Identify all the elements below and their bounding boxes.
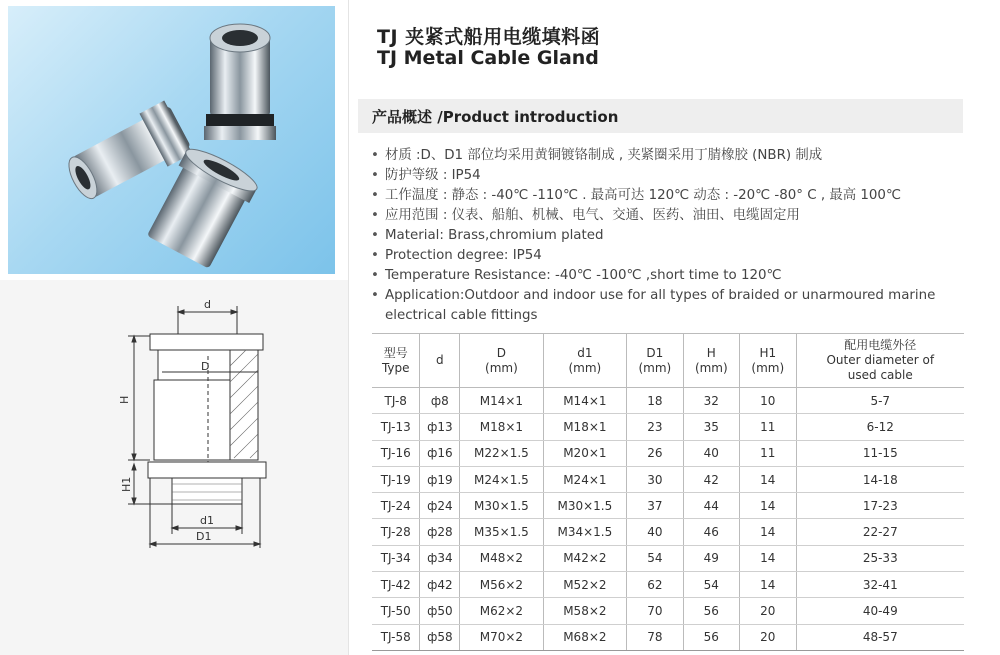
dim-label-D: D <box>201 360 210 373</box>
section-title: 产品概述 /Product introduction <box>372 108 619 126</box>
feature-item: • 工作温度 : 静态 : -40℃ -110℃ . 最高可达 120℃ 动态 : -20℃ -80° C , 最高 100℃ <box>371 186 966 206</box>
table-cell: 40 <box>683 440 739 466</box>
table-row <box>372 572 964 598</box>
header-d1: d1 (mm) <box>543 334 626 388</box>
dim-label-D1: D1 <box>196 530 212 543</box>
feature-item: • Application:Outdoor and indoor use for all types of braided or unarmoured marine electrical cable fittings <box>371 286 966 326</box>
page-title-cn: TJ 夹紧式船用电缆填料函 <box>377 26 601 48</box>
table-cell: TJ-28 <box>372 519 420 545</box>
table-cell: 62 <box>627 572 683 598</box>
dim-label-d: d <box>204 298 211 311</box>
table-row <box>372 466 964 492</box>
table-cell: M62×2 <box>460 598 543 624</box>
table-cell: ф42 <box>420 572 460 598</box>
table-cell: 23 <box>627 414 683 440</box>
header-cable-diameter: 配用电缆外径 Outer diameter of used cable <box>796 334 964 388</box>
table-cell: 14 <box>740 493 796 519</box>
table-cell: 40 <box>627 519 683 545</box>
table-cell: 32-41 <box>796 572 964 598</box>
table-row <box>372 598 964 624</box>
table-cell: 49 <box>683 545 739 571</box>
table-cell: 11 <box>740 414 796 440</box>
feature-list <box>371 146 966 326</box>
table-cell: ф58 <box>420 624 460 650</box>
table-cell: M52×2 <box>543 572 626 598</box>
header-D1: D1 (mm) <box>627 334 683 388</box>
table-cell: 22-27 <box>796 519 964 545</box>
table-cell: ф13 <box>420 414 460 440</box>
table-cell: 11 <box>740 440 796 466</box>
table-row <box>372 414 964 440</box>
table-cell: 5-7 <box>796 388 964 414</box>
table-cell: M24×1 <box>543 466 626 492</box>
table-cell: M18×1 <box>543 414 626 440</box>
table-cell: M22×1.5 <box>460 440 543 466</box>
header-H: H (mm) <box>683 334 739 388</box>
table-cell: M68×2 <box>543 624 626 650</box>
table-cell: 32 <box>683 388 739 414</box>
table-cell: 14 <box>740 572 796 598</box>
table-cell: M30×1.5 <box>543 493 626 519</box>
feature-item: • Temperature Resistance: -40℃ -100℃ ,short time to 120℃ <box>371 266 966 286</box>
table-cell: 54 <box>683 572 739 598</box>
table-cell: M34×1.5 <box>543 519 626 545</box>
table-cell: 10 <box>740 388 796 414</box>
table-cell: 26 <box>627 440 683 466</box>
table-cell: 48-57 <box>796 624 964 650</box>
table-cell: ф28 <box>420 519 460 545</box>
table-cell: TJ-24 <box>372 493 420 519</box>
table-cell: 44 <box>683 493 739 519</box>
table-cell: M42×2 <box>543 545 626 571</box>
table-cell: TJ-13 <box>372 414 420 440</box>
table-cell: 37 <box>627 493 683 519</box>
table-cell: 56 <box>683 598 739 624</box>
table-cell: 30 <box>627 466 683 492</box>
table-header-row <box>372 334 964 388</box>
header-H1: H1 (mm) <box>740 334 796 388</box>
technical-drawing <box>100 296 300 556</box>
table-cell: 54 <box>627 545 683 571</box>
table-cell: 11-15 <box>796 440 964 466</box>
table-cell: 17-23 <box>796 493 964 519</box>
table-cell: 14 <box>740 466 796 492</box>
column-divider <box>348 0 349 655</box>
table-cell: TJ-8 <box>372 388 420 414</box>
table-cell: TJ-16 <box>372 440 420 466</box>
table-cell: 14-18 <box>796 466 964 492</box>
table-cell: 20 <box>740 624 796 650</box>
table-cell: 78 <box>627 624 683 650</box>
table-cell: M70×2 <box>460 624 543 650</box>
header-d: d <box>420 334 460 388</box>
table-row <box>372 624 964 650</box>
header-type: 型号 Type <box>372 334 420 388</box>
dim-label-H1: H1 <box>120 476 133 492</box>
table-cell: ф8 <box>420 388 460 414</box>
feature-item: • 材质 :D、D1 部位均采用黄铜镀铬制成 , 夹紧圈采用丁腈橡胶 (NBR) 制成 <box>371 146 966 166</box>
table-cell: ф50 <box>420 598 460 624</box>
table-cell: ф34 <box>420 545 460 571</box>
table-cell: 56 <box>683 624 739 650</box>
table-cell: 14 <box>740 545 796 571</box>
table-cell: 18 <box>627 388 683 414</box>
table-cell: TJ-50 <box>372 598 420 624</box>
table-cell: 6-12 <box>796 414 964 440</box>
table-row <box>372 388 964 414</box>
feature-item: • Material: Brass,chromium plated <box>371 226 966 246</box>
table-row <box>372 545 964 571</box>
table-cell: TJ-42 <box>372 572 420 598</box>
feature-item: • Protection degree: IP54 <box>371 246 966 266</box>
product-photo <box>8 6 335 274</box>
dim-label-H: H <box>118 395 131 404</box>
cable-gland-photo-illustration <box>8 6 335 274</box>
table-cell: ф19 <box>420 466 460 492</box>
table-cell: 70 <box>627 598 683 624</box>
feature-item: • 应用范围 : 仪表、船舶、机械、电气、交通、医药、油田、电缆固定用 <box>371 206 966 226</box>
table-cell: M35×1.5 <box>460 519 543 545</box>
table-cell: M48×2 <box>460 545 543 571</box>
table-cell: 25-33 <box>796 545 964 571</box>
table-cell: TJ-58 <box>372 624 420 650</box>
table-cell: M58×2 <box>543 598 626 624</box>
table-cell: M56×2 <box>460 572 543 598</box>
header-D: D (mm) <box>460 334 543 388</box>
table-cell: 40-49 <box>796 598 964 624</box>
table-cell: 35 <box>683 414 739 440</box>
table-row <box>372 493 964 519</box>
table-cell: TJ-34 <box>372 545 420 571</box>
table-row <box>372 519 964 545</box>
feature-item: • 防护等级 : IP54 <box>371 166 966 186</box>
table-cell: M14×1 <box>543 388 626 414</box>
spec-table <box>372 333 964 651</box>
table-cell: 14 <box>740 519 796 545</box>
table-cell: M20×1 <box>543 440 626 466</box>
table-cell: ф16 <box>420 440 460 466</box>
table-cell: 20 <box>740 598 796 624</box>
table-cell: 46 <box>683 519 739 545</box>
table-row <box>372 440 964 466</box>
table-cell: M14×1 <box>460 388 543 414</box>
table-cell: M24×1.5 <box>460 466 543 492</box>
table-cell: M18×1 <box>460 414 543 440</box>
dim-label-d1: d1 <box>200 514 214 527</box>
table-cell: ф24 <box>420 493 460 519</box>
table-cell: M30×1.5 <box>460 493 543 519</box>
page-title-en: TJ Metal Cable Gland <box>377 47 599 69</box>
table-cell: 42 <box>683 466 739 492</box>
table-cell: TJ-19 <box>372 466 420 492</box>
